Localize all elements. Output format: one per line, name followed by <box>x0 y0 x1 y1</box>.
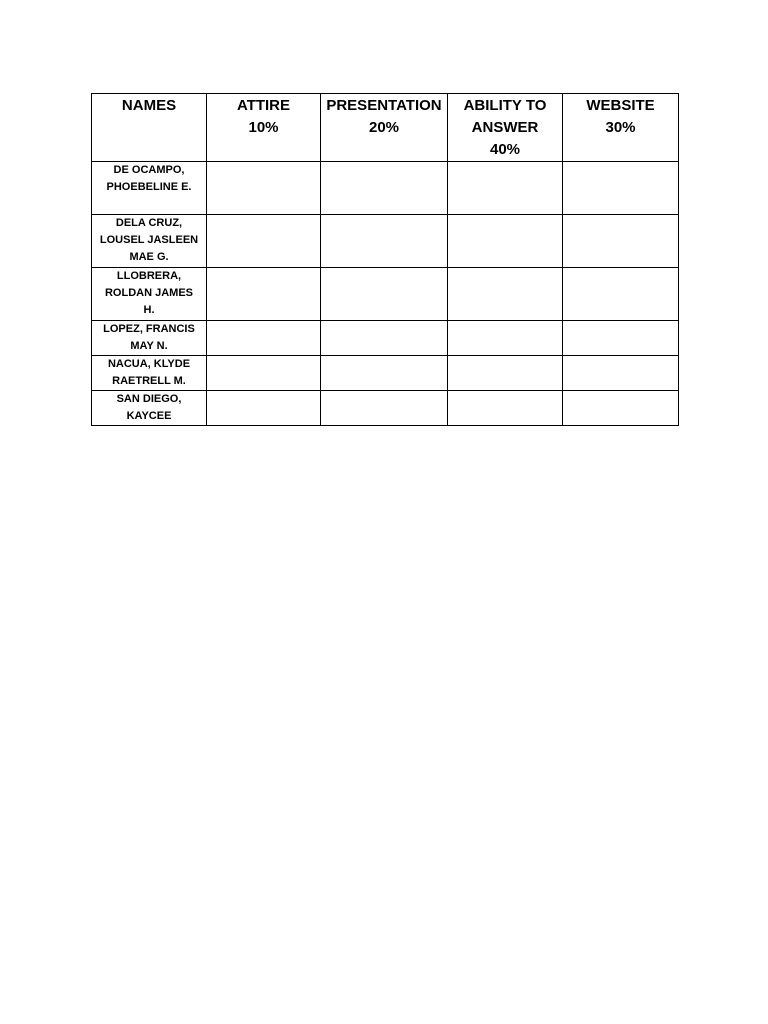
header-website-weight: 30% <box>605 119 636 136</box>
presentation-score-cell[interactable] <box>321 321 448 356</box>
header-attire-weight: 10% <box>248 119 279 136</box>
student-name-line: RAETRELL M. <box>112 375 186 387</box>
grading-table <box>91 93 679 426</box>
table-row <box>92 391 679 426</box>
student-name-cell <box>92 162 207 215</box>
ability-score-cell[interactable] <box>448 391 563 426</box>
header-presentation-label: PRESENTATION <box>326 97 442 114</box>
header-attire-label: ATTIRE <box>236 97 291 114</box>
header-row <box>92 94 679 162</box>
attire-score-cell[interactable] <box>207 268 321 321</box>
table-row <box>92 215 679 268</box>
table-row <box>92 321 679 356</box>
attire-score-cell[interactable] <box>207 391 321 426</box>
website-score-cell[interactable] <box>563 391 679 426</box>
student-name-line: MAE G. <box>129 251 169 263</box>
ability-score-cell[interactable] <box>448 356 563 391</box>
header-website <box>563 94 679 162</box>
header-names <box>92 94 207 162</box>
presentation-score-cell[interactable] <box>321 215 448 268</box>
presentation-score-cell[interactable] <box>321 268 448 321</box>
student-name-cell <box>92 356 207 391</box>
presentation-score-cell[interactable] <box>321 162 448 215</box>
header-ability-label-1: ABILITY TO <box>463 97 547 114</box>
header-ability-to-answer <box>448 94 563 162</box>
table-row <box>92 356 679 391</box>
website-score-cell[interactable] <box>563 321 679 356</box>
website-score-cell[interactable] <box>563 162 679 215</box>
header-attire <box>207 94 321 162</box>
ability-score-cell[interactable] <box>448 321 563 356</box>
student-name-line: LOUSEL JASLEEN <box>99 234 199 246</box>
student-name-line: DE OCAMPO, <box>113 164 185 176</box>
student-name-line: SAN DIEGO, <box>116 393 182 405</box>
student-name-line: LOPEZ, FRANCIS <box>103 323 195 335</box>
attire-score-cell[interactable] <box>207 215 321 268</box>
table-row <box>92 162 679 215</box>
website-score-cell[interactable] <box>563 268 679 321</box>
header-presentation-weight: 20% <box>368 119 400 136</box>
student-name-line: MAY N. <box>130 340 168 352</box>
student-name-line: PHOEBELINE E. <box>106 181 192 193</box>
student-name-cell <box>92 321 207 356</box>
presentation-score-cell[interactable] <box>321 391 448 426</box>
student-name-cell <box>92 268 207 321</box>
attire-score-cell[interactable] <box>207 356 321 391</box>
student-name-cell <box>92 215 207 268</box>
student-name-line: LLOBRERA, <box>116 270 182 282</box>
ability-score-cell[interactable] <box>448 162 563 215</box>
attire-score-cell[interactable] <box>207 162 321 215</box>
header-website-label: WEBSITE <box>586 97 655 114</box>
student-name-line: KAYCEE <box>126 410 172 422</box>
student-name-line: DELA CRUZ, <box>115 217 183 229</box>
student-name-line: NACUA, KLYDE <box>107 358 191 370</box>
student-name-cell <box>92 391 207 426</box>
header-ability-weight: 40% <box>489 141 521 158</box>
header-ability-label-2: ANSWER <box>471 119 539 136</box>
presentation-score-cell[interactable] <box>321 356 448 391</box>
attire-score-cell[interactable] <box>207 321 321 356</box>
ability-score-cell[interactable] <box>448 268 563 321</box>
website-score-cell[interactable] <box>563 356 679 391</box>
header-names-line: NAMES <box>121 97 177 114</box>
student-name-line: H. <box>143 304 155 316</box>
ability-score-cell[interactable] <box>448 215 563 268</box>
student-name-line: ROLDAN JAMES <box>104 287 193 299</box>
header-presentation <box>321 94 448 162</box>
website-score-cell[interactable] <box>563 215 679 268</box>
table-row <box>92 268 679 321</box>
